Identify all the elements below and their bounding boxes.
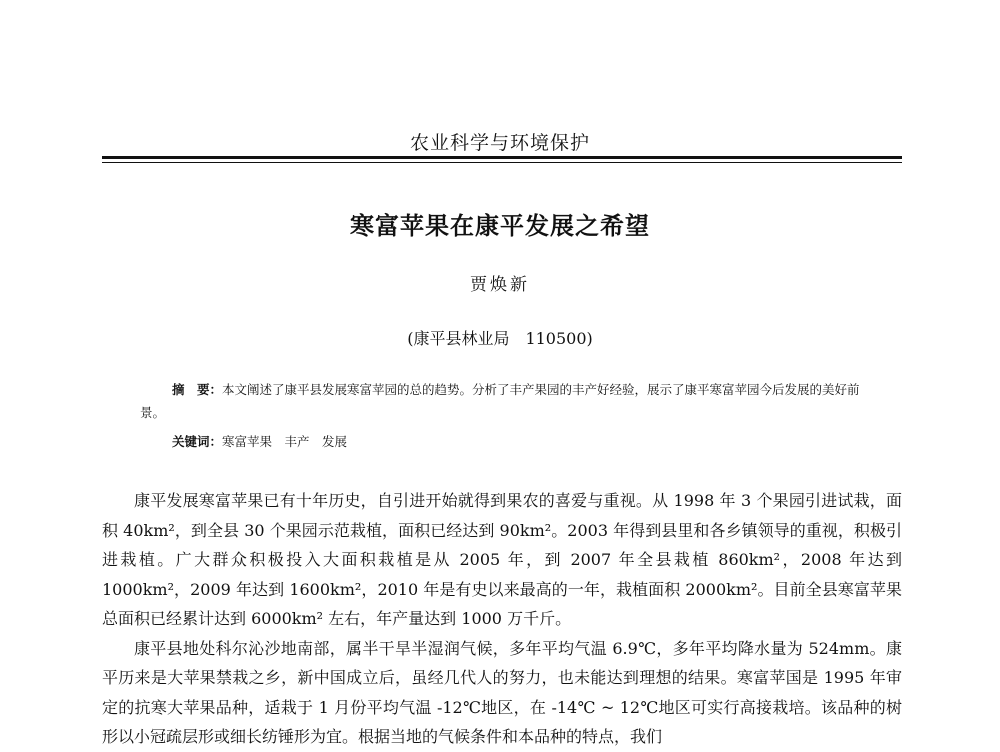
body-paragraph-2: 康平县地处科尔沁沙地南部，属半干旱半湿润气候，多年平均气温 6.9℃，多年平均降水量为 524mm。康平历来是大苹果禁栽之乡，新中国成立后，虽经几代人的努力，也未能达到理想的结果。寒富苹国是 1995 年审定的抗寒大苹果品种，适栽于 1 月份平均气温 -12℃地区，在 -14℃ ~ 12℃地区可实行高接栽培。该品种的树形以小冠疏层形或细长纺锤形为宜。根据当地的气候条件和本品种的特点，我们 <box>102 638 902 746</box>
keywords <box>172 432 347 450</box>
article-body <box>102 486 902 752</box>
header-rule-thin <box>102 162 902 163</box>
abstract-text: 本文阐述了康平县发展寒富苹园的总的趋势。分析了丰产果园的丰产好经验，展示了康平寒富苹园今后发展的美好前景。 <box>140 382 860 420</box>
header-rule-thick <box>102 156 902 159</box>
article-title: 寒富苹果在康平发展之希望 <box>350 212 650 240</box>
keywords-label: 关键词： <box>172 434 223 449</box>
keywords-text: 寒富苹果 丰产 发展 <box>222 434 348 449</box>
abstract <box>140 378 875 424</box>
abstract-label: 摘 要： <box>172 382 223 397</box>
article-affiliation: (康平县林业局 110500) <box>407 329 593 348</box>
body-paragraph-1: 康平发展寒富苹果已有十年历史，自引进开始就得到果农的喜爱与重视。从 1998 年 3 个果园引进试栽，面积 40km²，到全县 30 个果园示范栽植，面积已经达到 90km²。2003 年得到县里和各乡镇领导的重视，积极引进栽植。广大群众积极投入大面积栽植是从 2005 年，到 2007 年全县栽植 860km²，2008 年达到 1000km²，2009 年达到 1600km²，2010 年是有史以来最高的一年，栽植面积 2000km²。目前全县寒富苹果总面积已经累计达到 6000km² 左右，年产量达到 1000 万千斤。 <box>102 491 902 628</box>
article-author: 贾焕新 <box>470 275 530 295</box>
journal-section-title: 农业科学与环境保护 <box>409 132 590 154</box>
